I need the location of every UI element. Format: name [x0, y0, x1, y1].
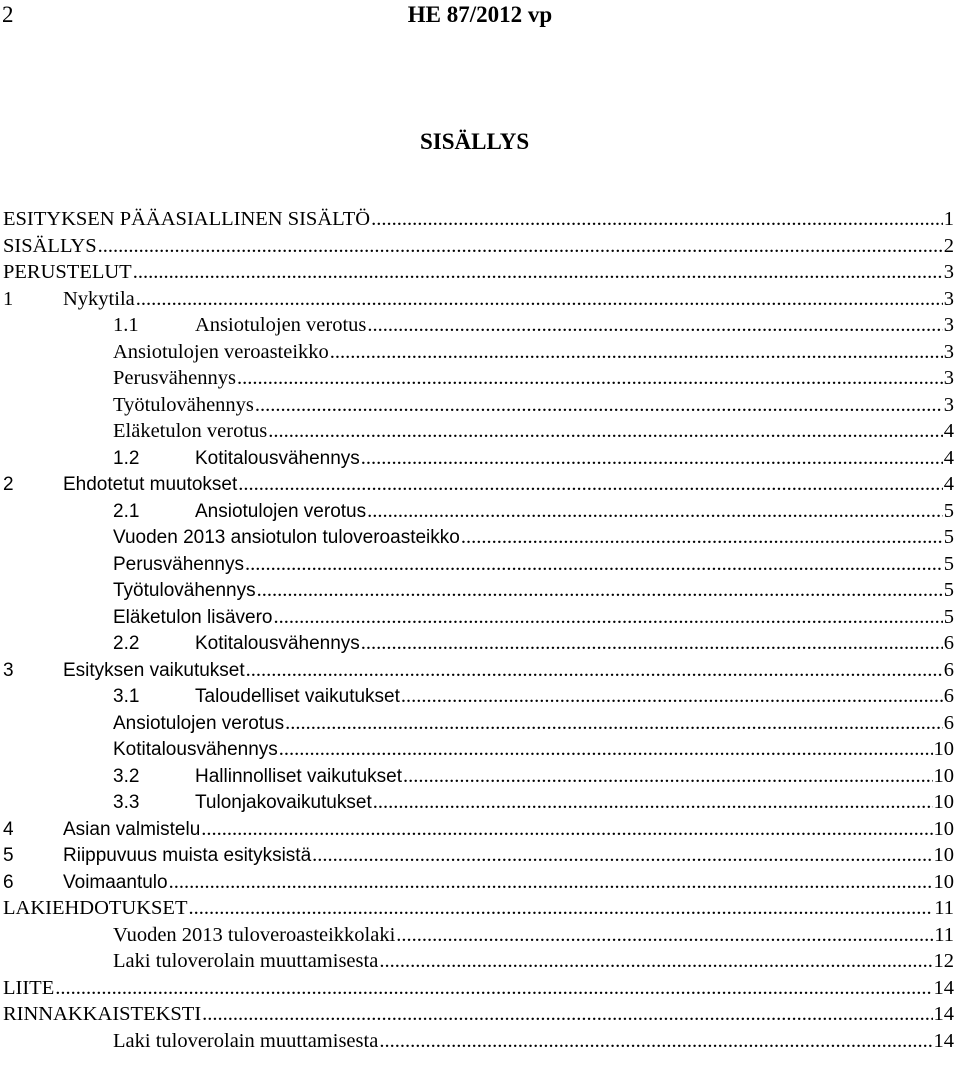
- toc-entry[interactable]: [0, 895, 954, 922]
- toc-entry-label: Työtulovähennys: [113, 580, 256, 601]
- toc-entry[interactable]: [0, 683, 954, 710]
- dot-leader: [136, 286, 943, 313]
- dot-leader: [401, 683, 943, 710]
- dot-leader: [285, 710, 943, 737]
- toc-entry-label: SISÄLLYS: [3, 234, 97, 257]
- toc-entry-label: Voimaantulo: [63, 871, 168, 893]
- toc-entry[interactable]: [0, 312, 954, 339]
- toc-entry-label: Vuoden 2013 ansiotulon tuloveroasteikko: [113, 527, 460, 548]
- toc-entry-label: Tulonjakovaikutukset: [195, 792, 372, 813]
- dot-leader: [255, 392, 943, 419]
- toc-entry-label: Kotitalousvähennys: [195, 633, 360, 654]
- toc-entry[interactable]: [0, 259, 954, 286]
- toc-entry-page: 14: [933, 976, 954, 999]
- toc-entry-label: Perusvähennys: [113, 367, 236, 389]
- toc-entry[interactable]: [0, 471, 954, 498]
- toc-entry-page: 11: [934, 923, 954, 946]
- toc-entry-label: ESITYKSEN PÄÄASIALLINEN SISÄLTÖ: [3, 208, 371, 230]
- toc-entry-label: Kotitalousvähennys: [195, 447, 360, 469]
- toc-entry-page: 3: [943, 393, 954, 416]
- page-number: 2: [2, 2, 14, 27]
- toc-entry-page: 14: [933, 1003, 954, 1025]
- toc-entry-number: 3.3: [113, 792, 140, 813]
- toc-entry-page: 6: [943, 658, 954, 681]
- toc-entry-page: 10: [933, 791, 954, 813]
- dot-leader: [312, 842, 932, 869]
- toc-entry-label: Kotitalousvähennys: [113, 739, 278, 760]
- toc-entry-label: Vuoden 2013 tuloveroasteikkolaki: [113, 923, 396, 946]
- toc-entry-label: LIITE: [3, 976, 55, 999]
- toc-entry-page: 4: [943, 473, 954, 495]
- dot-leader: [279, 736, 933, 763]
- dot-leader: [188, 895, 933, 922]
- toc-entry-page: 3: [943, 314, 954, 336]
- toc-entry[interactable]: [0, 763, 954, 790]
- dot-leader: [246, 657, 943, 684]
- toc-entry-label: Laki tuloverolain muuttamisesta: [113, 1029, 379, 1052]
- toc-entry[interactable]: [0, 498, 954, 525]
- toc-entry-page: 5: [943, 579, 954, 601]
- toc-entry-label: Asian valmistelu: [63, 818, 201, 840]
- toc-entry-number: 3.2: [113, 765, 140, 787]
- toc-entry-number: 1.2: [113, 447, 140, 469]
- toc-entry-page: 4: [943, 446, 954, 469]
- toc-entry[interactable]: [0, 418, 954, 445]
- dot-leader: [367, 312, 942, 339]
- dot-leader: [238, 471, 942, 498]
- toc-entry[interactable]: [0, 365, 954, 392]
- toc-entry-label: Hallinnolliset vaikutukset: [195, 765, 402, 787]
- toc-entry[interactable]: [0, 630, 954, 657]
- toc-entry-label: Ansiotulojen veroasteikko: [113, 340, 329, 363]
- toc-entry-page: 6: [943, 685, 954, 707]
- dot-leader: [268, 418, 942, 445]
- toc-entry-label: Työtulovähennys: [113, 393, 254, 416]
- toc-entry-number: 2.2: [113, 633, 140, 654]
- toc-entry[interactable]: [0, 1001, 954, 1028]
- toc-entry-label: RINNAKKAISTEKSTI: [3, 1003, 202, 1025]
- toc-entry-page: 1: [943, 208, 954, 230]
- toc-entry-page: 3: [943, 261, 954, 283]
- toc-entry-page: 10: [933, 844, 954, 866]
- dot-leader: [367, 498, 943, 525]
- dot-leader: [379, 948, 932, 975]
- toc-entry-number: 5: [3, 845, 14, 866]
- toc-entry-page: 6: [943, 711, 954, 734]
- toc-entry-page: 3: [943, 287, 954, 310]
- toc-entry-number: 1.1: [113, 314, 139, 336]
- toc-entry-page: 2: [943, 234, 954, 257]
- dot-leader: [371, 206, 943, 233]
- dot-leader: [361, 445, 943, 472]
- toc-entry[interactable]: [0, 975, 954, 1002]
- toc-entry-page: 10: [933, 738, 954, 760]
- toc-entry[interactable]: [0, 577, 954, 604]
- document-id: HE 87/2012 vp: [407, 2, 553, 27]
- toc-entry[interactable]: [0, 286, 954, 313]
- toc-entry-page: 5: [943, 526, 954, 548]
- toc-entry-label: Riippuvuus muista esityksistä: [63, 845, 312, 866]
- toc-entry-label: Ansiotulojen verotus: [195, 314, 367, 336]
- toc-entry[interactable]: [0, 922, 954, 949]
- toc-entry-number: 2: [3, 474, 14, 495]
- toc-entry-page: 5: [943, 499, 954, 522]
- toc-entry-page: 10: [933, 764, 954, 787]
- toc-entry-label: LAKIEHDOTUKSET: [3, 897, 188, 919]
- toc-entry[interactable]: [0, 524, 954, 551]
- table-of-contents: [0, 206, 954, 1054]
- dot-leader: [245, 551, 943, 578]
- toc-entry-label: Ehdotetut muutokset: [63, 474, 238, 495]
- toc-entry[interactable]: [0, 392, 954, 419]
- dot-leader: [379, 1028, 932, 1055]
- toc-entry[interactable]: [0, 789, 954, 816]
- dot-leader: [202, 1001, 932, 1028]
- toc-entry-page: 11: [934, 897, 954, 919]
- dot-leader: [133, 259, 943, 286]
- toc-entry[interactable]: [0, 604, 954, 631]
- dot-leader: [169, 869, 933, 896]
- toc-entry[interactable]: [0, 1028, 954, 1055]
- toc-entry[interactable]: [0, 206, 954, 233]
- dot-leader: [201, 816, 932, 843]
- dot-leader: [257, 577, 943, 604]
- toc-entry-label: Eläketulon verotus: [113, 420, 268, 442]
- toc-entry-label: Taloudelliset vaikutukset: [195, 686, 400, 707]
- toc-entry-page: 5: [943, 605, 954, 628]
- toc-entry-number: 3.1: [113, 686, 140, 707]
- toc-entry[interactable]: [0, 816, 954, 843]
- dot-leader: [98, 233, 943, 260]
- toc-entry-label: Nykytila: [63, 287, 135, 310]
- toc-entry-label: Ansiotulojen verotus: [113, 712, 285, 734]
- toc-entry-page: 3: [943, 367, 954, 389]
- dot-leader: [403, 763, 933, 790]
- toc-entry[interactable]: [0, 445, 954, 472]
- toc-entry[interactable]: [0, 339, 954, 366]
- toc-title: SISÄLLYS: [420, 129, 530, 154]
- toc-entry-number: 6: [3, 871, 14, 893]
- toc-entry-page: 10: [933, 817, 954, 840]
- toc-entry-label: Perusvähennys: [113, 553, 244, 575]
- toc-entry-label: Ansiotulojen verotus: [195, 500, 367, 522]
- toc-entry-label: Eläketulon lisävero: [113, 606, 273, 628]
- toc-entry-page: 3: [943, 340, 954, 363]
- toc-entry-page: 14: [933, 1029, 954, 1052]
- toc-entry[interactable]: [0, 869, 954, 896]
- toc-entry-page: 4: [943, 420, 954, 442]
- toc-entry-number: 4: [3, 818, 14, 840]
- toc-entry-number: 1: [3, 287, 14, 310]
- dot-leader: [55, 975, 932, 1002]
- toc-entry[interactable]: [0, 657, 954, 684]
- dot-leader: [461, 524, 943, 551]
- toc-entry-label: Esityksen vaikutukset: [63, 659, 245, 681]
- dot-leader: [373, 789, 933, 816]
- dot-leader: [237, 365, 943, 392]
- toc-entry-page: 10: [933, 870, 954, 893]
- toc-entry-label: PERUSTELUT: [3, 261, 132, 283]
- toc-entry-number: 3: [3, 659, 14, 681]
- toc-entry-page: 5: [943, 552, 954, 575]
- toc-entry[interactable]: [0, 233, 954, 260]
- toc-entry[interactable]: [0, 736, 954, 763]
- toc-entry[interactable]: [0, 948, 954, 975]
- dot-leader: [273, 604, 942, 631]
- toc-entry-number: 2.1: [113, 500, 140, 522]
- dot-leader: [330, 339, 943, 366]
- toc-entry-page: 12: [933, 950, 954, 972]
- toc-entry[interactable]: [0, 842, 954, 869]
- toc-entry-page: 6: [943, 632, 954, 654]
- dot-leader: [361, 630, 943, 657]
- toc-entry[interactable]: [0, 710, 954, 737]
- toc-entry-label: Laki tuloverolain muuttamisesta: [113, 950, 379, 972]
- toc-entry[interactable]: [0, 551, 954, 578]
- dot-leader: [396, 922, 933, 949]
